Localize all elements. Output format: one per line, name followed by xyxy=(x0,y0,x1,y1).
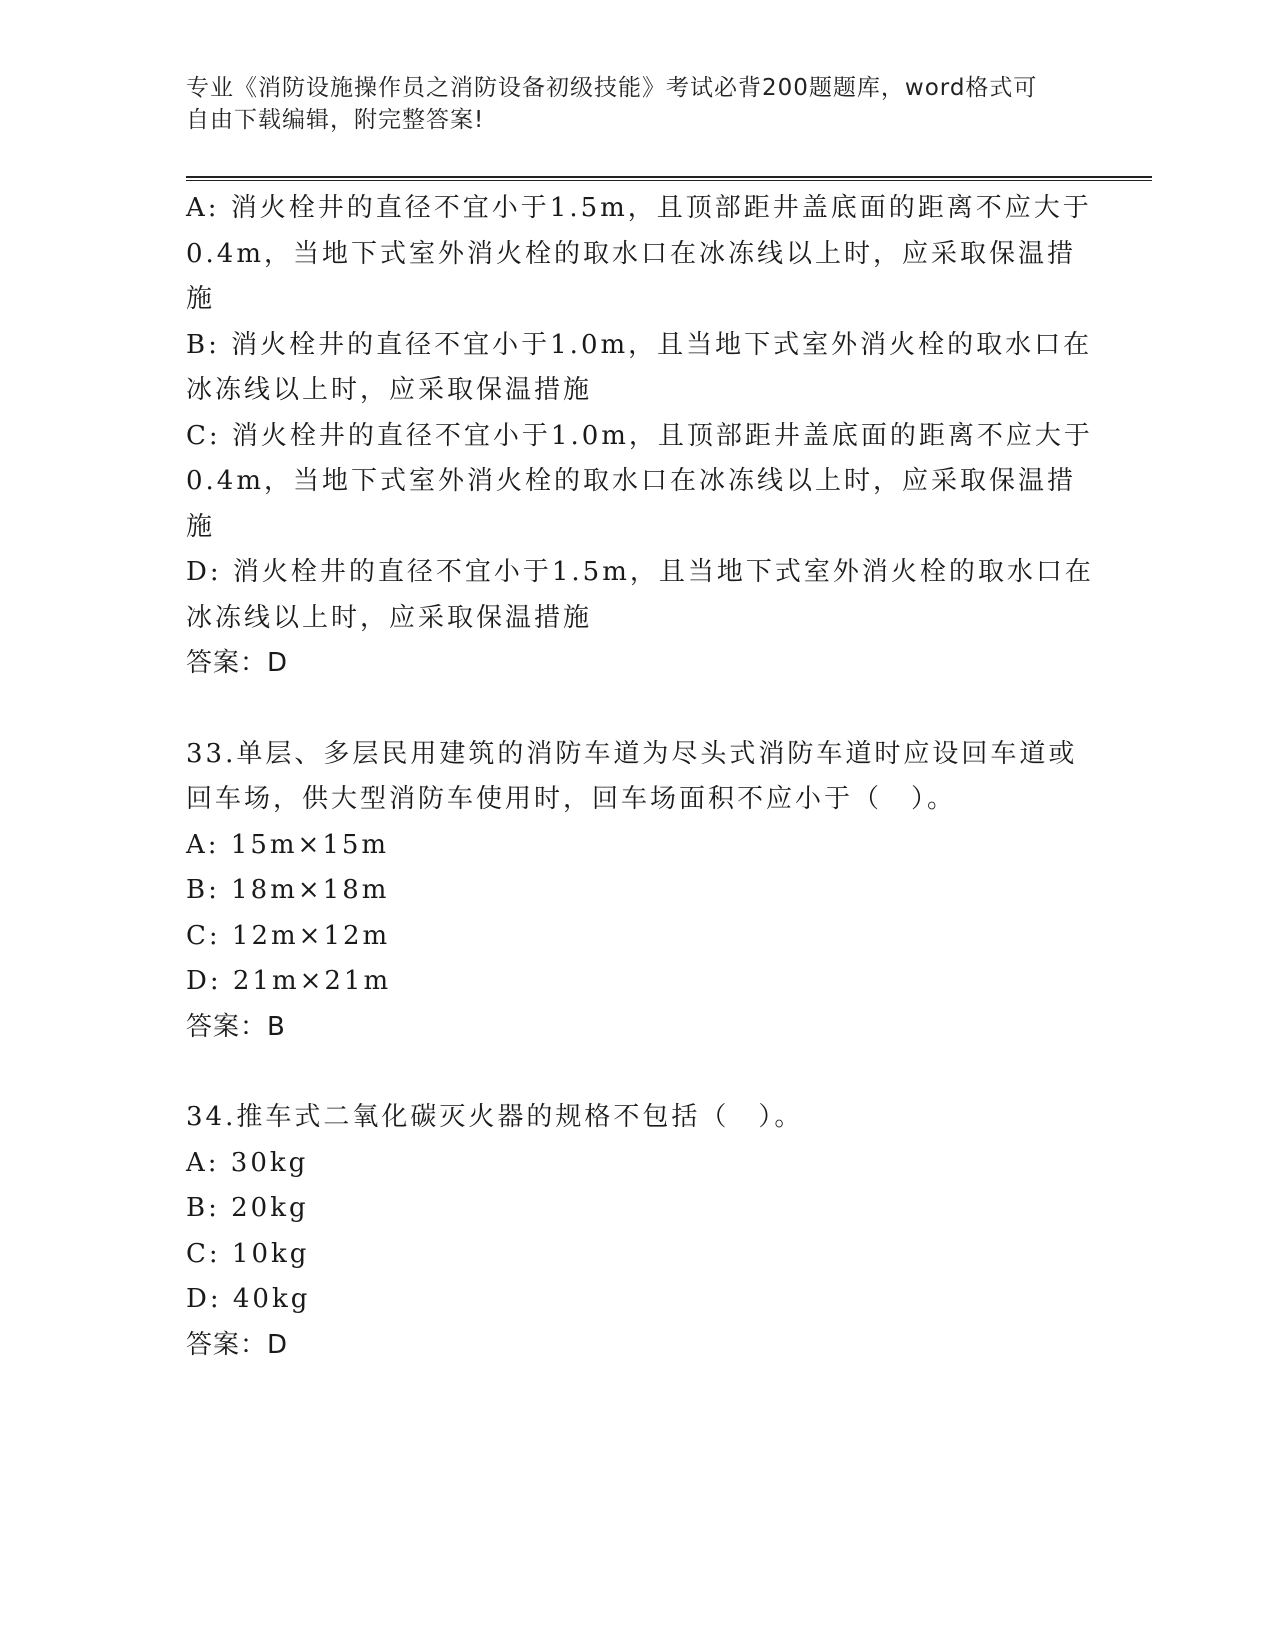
option-c-line: 0.4m，当地下式室外消火栓的取水口在冰冻线以上时，应采取保温措 xyxy=(186,466,1077,496)
option-b-line: B: 消火栓井的直径不宜小于1.0m，且当地下式室外消火栓的取水口在 xyxy=(186,329,1093,360)
option-a-line: 施 xyxy=(186,284,216,314)
option-d-line: D: 消火栓井的直径不宜小于1.5m，且当地下式室外消火栓的取水口在 xyxy=(186,557,1094,587)
option-a: A: 15m×15m xyxy=(186,829,390,860)
question-stem-line: 33.单层、多层民用建筑的消防车道为尽头式消防车道时应设回车道或 xyxy=(186,738,1078,769)
option-b: B: 18m×18m xyxy=(186,875,390,905)
option-d-line: 冰冻线以上时，应采取保温措施 xyxy=(186,602,593,633)
header-divider xyxy=(186,176,1152,181)
header-title-line-2: 自由下载编辑，附完整答案! xyxy=(186,107,485,133)
answer-label: 答案：D xyxy=(186,648,289,678)
question-stem-line: 34.推车式二氧化碳灭火器的规格不包括（ ）。 xyxy=(186,1102,804,1132)
option-c: C: 12m×12m xyxy=(186,920,391,951)
question-stem-line: 回车场，供大型消防车使用时，回车场面积不应小于（ ）。 xyxy=(186,784,957,814)
question-spacer xyxy=(186,687,1086,732)
option-b-line: 冰冻线以上时，应采取保温措施 xyxy=(186,375,593,405)
option-d: D: 21m×21m xyxy=(186,966,392,996)
question-spacer xyxy=(186,1050,1086,1095)
document-body xyxy=(186,186,1094,1368)
option-b: B: 20kg xyxy=(186,1193,309,1223)
header-title-line-1: 专业《消防设施操作员之消防设备初级技能》考试必背200题题库，word格式可 xyxy=(186,75,1038,101)
option-a-line: A: 消火栓井的直径不宜小于1.5m，且顶部距井盖底面的距离不应大于 xyxy=(186,193,1092,223)
document-header xyxy=(186,72,1086,136)
option-c-line: 施 xyxy=(186,511,216,542)
option-a-line: 0.4m，当地下式室外消火栓的取水口在冰冻线以上时，应采取保温措 xyxy=(186,238,1077,269)
answer-label: 答案：D xyxy=(186,1329,289,1360)
option-a: A: 30kg xyxy=(186,1147,309,1178)
question-34 xyxy=(186,1095,1086,1368)
option-d: D: 40kg xyxy=(186,1284,311,1314)
option-c: C: 10kg xyxy=(186,1238,310,1269)
question-32-options xyxy=(186,186,1094,687)
question-33 xyxy=(186,732,1086,1051)
option-c-line: C: 消火栓井的直径不宜小于1.0m，且顶部距井盖底面的距离不应大于 xyxy=(186,420,1093,451)
answer-label: 答案：B xyxy=(186,1011,286,1042)
